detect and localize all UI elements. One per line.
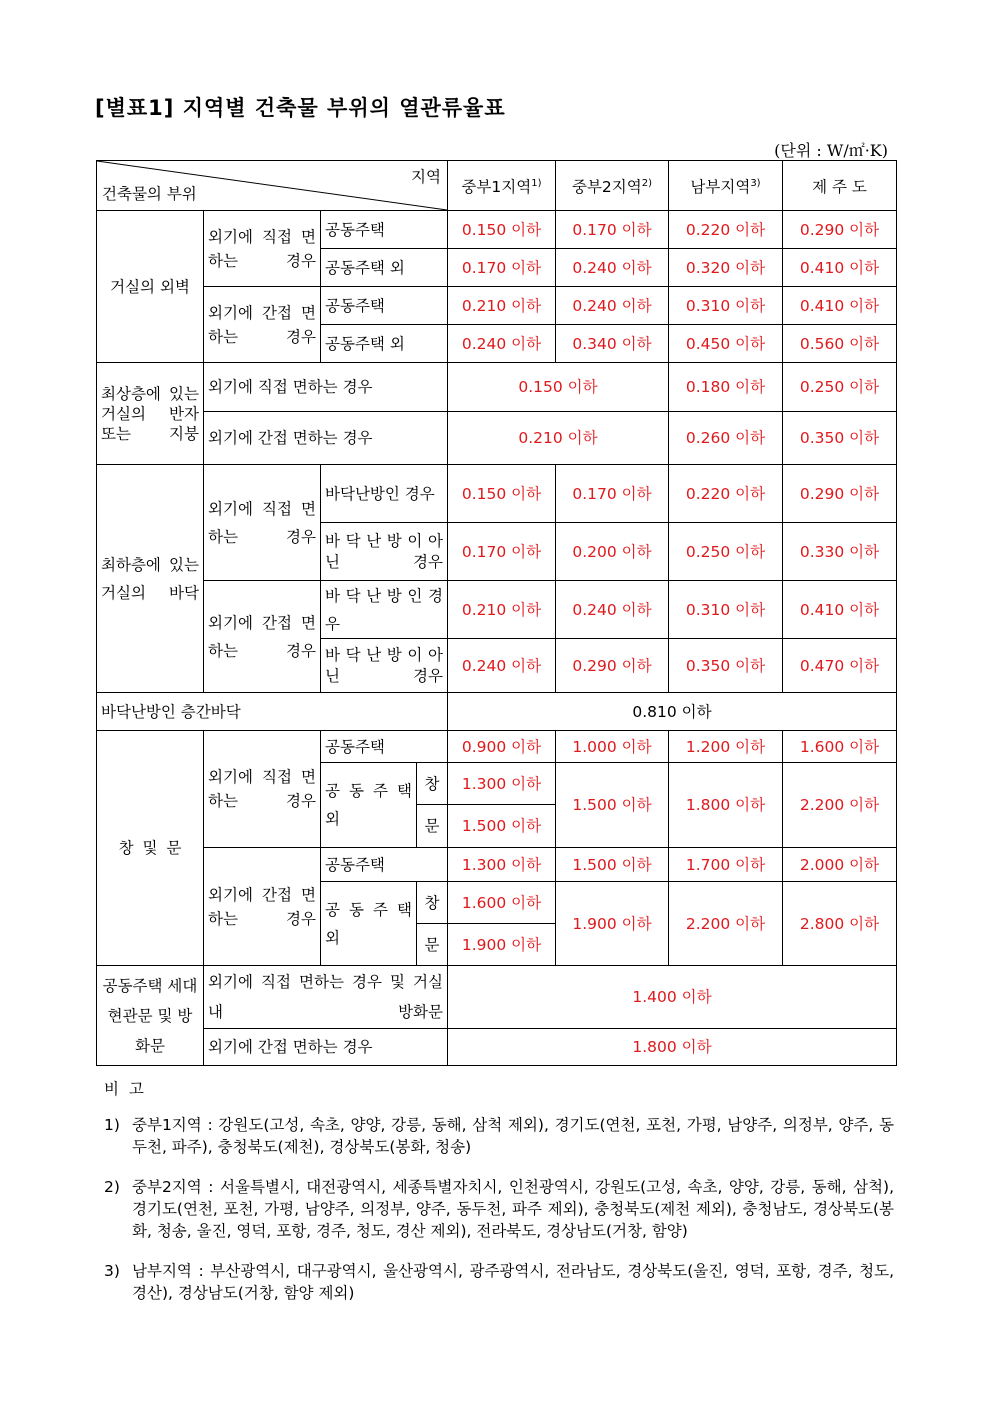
indirect-label: 외기에 간접 면하는 경우: [204, 287, 321, 363]
value-cell: 1.200 이하: [669, 731, 783, 763]
value-cell: 0.220 이하: [669, 211, 783, 249]
value-cell: 0.170 이하: [448, 523, 556, 581]
notes-section: [104, 1078, 894, 1322]
table-row: [97, 465, 897, 523]
value-cell: 0.180 이하: [669, 363, 783, 412]
apt-other-label: 공 동 주 택 외: [321, 882, 417, 966]
value-cell: 0.350 이하: [669, 639, 783, 693]
value-cell: 1.900 이하: [556, 882, 669, 966]
apt-label: 공동주택: [321, 848, 448, 882]
roof-label: 최상층에 있는 거실의 반자 또는 지붕: [97, 363, 204, 465]
value-cell: 0.150 이하: [448, 211, 556, 249]
part-header: 건축물의 부위: [102, 185, 197, 203]
u-value-table: [96, 160, 897, 1066]
direct-label: 외기에 직접 면하는 경우: [204, 363, 448, 412]
col-header-central1: 중부1지역$^{1)}$: [448, 161, 556, 211]
value-cell: 0.260 이하: [669, 412, 783, 465]
region-header: 지역: [411, 168, 441, 186]
note-number: 2): [104, 1178, 120, 1196]
value-cell: 0.240 이하: [556, 287, 669, 325]
diagonal-header-cell: [97, 161, 448, 211]
table-row: [97, 211, 897, 249]
value-cell: 0.310 이하: [669, 581, 783, 639]
value-cell: 0.150 이하: [448, 465, 556, 523]
direct-label: 외기에 직접 면하는 경우: [204, 731, 321, 848]
direct-label: 외기에 직접 면하는 경우: [204, 465, 321, 581]
col-header-south: 남부지역$^{3)}$: [669, 161, 783, 211]
value-cell: 0.340 이하: [556, 325, 669, 363]
col-header-jeju: 제 주 도: [783, 161, 897, 211]
value-cell: 0.210 이하: [448, 581, 556, 639]
value-cell: 1.600 이하: [783, 731, 897, 763]
apt-other-label: 공동주택 외: [321, 249, 448, 287]
door-sublabel: 문: [417, 924, 448, 966]
value-cell: 0.560 이하: [783, 325, 897, 363]
value-cell: 0.210 이하: [448, 287, 556, 325]
value-cell: 0.350 이하: [783, 412, 897, 465]
window-sublabel: 창: [417, 882, 448, 924]
value-cell: 1.300 이하: [448, 763, 556, 805]
page-title: [별표1] 지역별 건축물 부위의 열관류율표: [95, 96, 506, 120]
value-cell: 0.810 이하: [448, 693, 897, 731]
value-cell: 2.800 이하: [783, 882, 897, 966]
apt-other-label: 공동주택 외: [321, 325, 448, 363]
note-item: [104, 1260, 894, 1304]
value-cell: 1.300 이하: [448, 848, 556, 882]
value-cell: 0.200 이하: [556, 523, 669, 581]
indirect-label: 외기에 간접 면하는 경우: [204, 412, 448, 465]
value-cell: 0.410 이하: [783, 581, 897, 639]
value-cell: 0.310 이하: [669, 287, 783, 325]
note-text: 중부2지역 : 서울특별시, 대전광역시, 세종특별자치시, 인천광역시, 강원도(고성, 속초, 양양, 강릉, 동해, 삼척), 경기도(연천, 포천, 가평, 남양주, 의정부, 양주, 동두천, 파주 제외), 충청북도(제천 제외), 충청남도, 경상북도(봉화, 청송, 울진, 영덕, 포항, 경주, 청도, 경산 제외), 전라북도, 경상남도(거창, 함양): [132, 1178, 894, 1240]
table-row: [97, 848, 897, 882]
table-row: [97, 287, 897, 325]
value-cell: 1.800 이하: [448, 1029, 897, 1066]
col-header-central2: 중부2지역$^{2)}$: [556, 161, 669, 211]
value-cell: 1.600 이하: [448, 882, 556, 924]
table-row: [97, 363, 897, 412]
indirect-label: 외기에 간접 면하는 경우: [204, 581, 321, 693]
table-row: [97, 581, 897, 639]
value-cell: 0.170 이하: [556, 465, 669, 523]
door-sublabel: 문: [417, 805, 448, 848]
value-cell: 0.290 이하: [783, 211, 897, 249]
value-cell: 0.320 이하: [669, 249, 783, 287]
value-cell: 0.240 이하: [448, 639, 556, 693]
floor-label: 최하층에 있는 거실의 바닥: [97, 465, 204, 693]
note-item: [104, 1114, 894, 1158]
value-cell: 0.170 이하: [556, 211, 669, 249]
value-cell: 0.250 이하: [669, 523, 783, 581]
table-row: [97, 1029, 897, 1066]
apt-label: 공동주택: [321, 731, 448, 763]
value-cell: 1.900 이하: [448, 924, 556, 966]
floor-heat-label: 바닥난방인 경우: [321, 465, 448, 523]
value-cell: 0.150 이하: [448, 363, 669, 412]
value-cell: 0.250 이하: [783, 363, 897, 412]
indirect-label: 외기에 간접 면하는 경우: [204, 848, 321, 966]
direct-label: 외기에 직접 면하는 경우: [204, 211, 321, 287]
apt-label: 공동주택: [321, 211, 448, 249]
indirect-label: 외기에 간접 면하는 경우: [204, 1029, 448, 1066]
note-number: 1): [104, 1116, 120, 1134]
value-cell: 0.240 이하: [556, 581, 669, 639]
value-cell: 0.330 이하: [783, 523, 897, 581]
value-cell: 0.900 이하: [448, 731, 556, 763]
floor-heat-label: 바 닥 난 방 인 경우: [321, 581, 448, 639]
wall-label: 거실의 외벽: [97, 211, 204, 363]
note-text: 남부지역 : 부산광역시, 대구광역시, 울산광역시, 광주광역시, 전라남도, 경상북도(울진, 영덕, 포항, 경주, 청도, 경산), 경상남도(거창, 함양 제외): [132, 1262, 894, 1302]
door-direct-label: 외기에 직접 면하는 경우 및 거실 내 방화문: [204, 966, 448, 1029]
value-cell: 0.410 이하: [783, 249, 897, 287]
floor-noheat-label: 바 닥 난 방 이 아닌 경우: [321, 523, 448, 581]
heated-floor-label: 바닥난방인 층간바닥: [97, 693, 448, 731]
value-cell: 0.170 이하: [448, 249, 556, 287]
value-cell: 2.000 이하: [783, 848, 897, 882]
value-cell: 0.290 이하: [556, 639, 669, 693]
note-text: 중부1지역 : 강원도(고성, 속초, 양양, 강릉, 동해, 삼척 제외), 경기도(연천, 포천, 가평, 남양주, 의정부, 양주, 동두천, 파주), 충청북도(제천), 경상북도(봉화, 청송): [132, 1116, 894, 1156]
value-cell: 0.210 이하: [448, 412, 669, 465]
window-sublabel: 창: [417, 763, 448, 805]
note-number: 3): [104, 1262, 120, 1280]
notes-heading: 비 고: [104, 1080, 144, 1098]
value-cell: 1.500 이하: [556, 848, 669, 882]
value-cell: 1.700 이하: [669, 848, 783, 882]
value-cell: 2.200 이하: [669, 882, 783, 966]
table-header-row: [97, 161, 897, 211]
value-cell: 0.450 이하: [669, 325, 783, 363]
value-cell: 0.220 이하: [669, 465, 783, 523]
table-row: [97, 966, 897, 1029]
window-label: 창 및 문: [97, 731, 204, 966]
note-item: [104, 1176, 894, 1242]
value-cell: 0.470 이하: [783, 639, 897, 693]
value-cell: 1.000 이하: [556, 731, 669, 763]
value-cell: 1.500 이하: [556, 763, 669, 848]
table-row: [97, 731, 897, 763]
apt-other-label: 공 동 주 택 외: [321, 763, 417, 848]
value-cell: 2.200 이하: [783, 763, 897, 848]
floor-noheat-label: 바 닥 난 방 이 아닌 경우: [321, 639, 448, 693]
apt-label: 공동주택: [321, 287, 448, 325]
table-row: [97, 693, 897, 731]
value-cell: 0.290 이하: [783, 465, 897, 523]
value-cell: 1.400 이하: [448, 966, 897, 1029]
value-cell: 1.800 이하: [669, 763, 783, 848]
door-label: 공동주택 세대현관문 및 방화문: [97, 966, 204, 1066]
value-cell: 0.240 이하: [556, 249, 669, 287]
table-row: [97, 412, 897, 465]
value-cell: 0.410 이하: [783, 287, 897, 325]
unit-label: (단위 : W/㎡·K): [774, 141, 888, 160]
value-cell: 1.500 이하: [448, 805, 556, 848]
value-cell: 0.240 이하: [448, 325, 556, 363]
